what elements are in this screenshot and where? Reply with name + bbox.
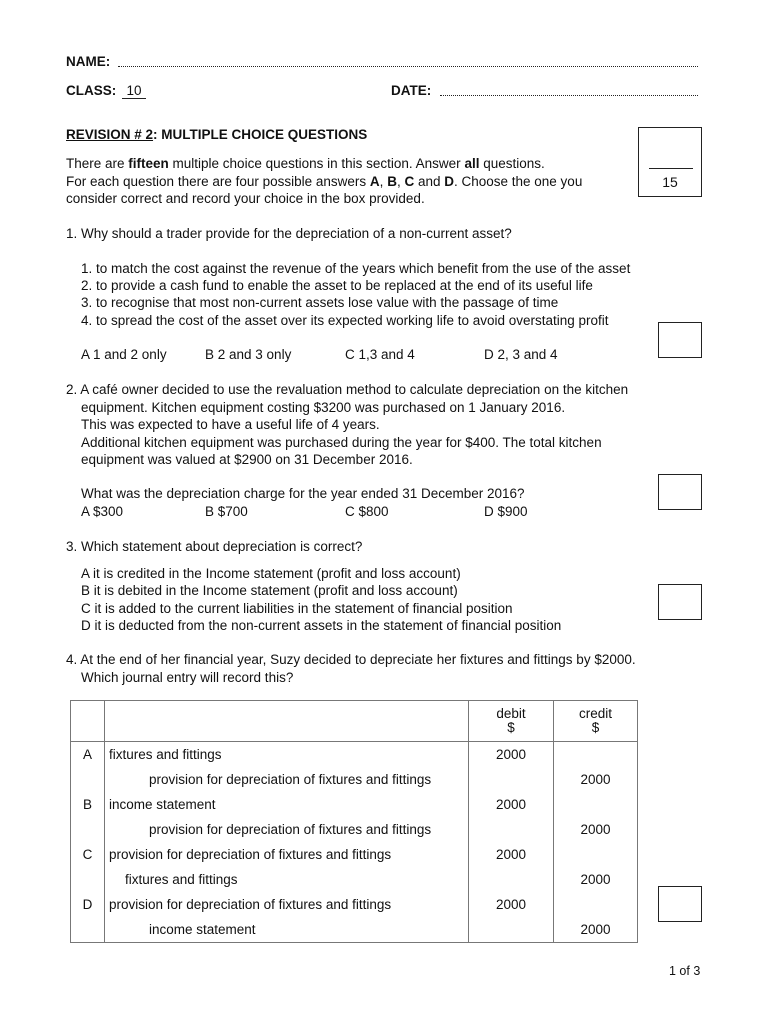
q3-question: 3. Which statement about depreciation is correct? <box>66 539 363 554</box>
name-field[interactable] <box>118 66 698 67</box>
row-credit <box>554 892 638 917</box>
instructions-line-1 <box>66 156 545 171</box>
header-cell-blank <box>71 701 105 742</box>
row-debit: 2000 <box>469 842 554 867</box>
row-letter: C <box>71 842 105 867</box>
row-letter <box>71 767 105 792</box>
row-account: fixtures and fittings <box>105 742 469 768</box>
q1-item: 1. to match the cost against the revenue of the years which benefit from the use of the asset <box>81 261 631 276</box>
debit-currency: $ <box>507 720 515 735</box>
row-credit <box>554 842 638 867</box>
q4-answer-box[interactable] <box>658 886 702 922</box>
instr-letter-c: C <box>404 174 415 189</box>
q2-option-c: C $800 <box>345 504 389 519</box>
q1-option-d: D 2, 3 and 4 <box>484 347 558 362</box>
instr-text: multiple choice questions in this section. Answer <box>168 156 465 171</box>
q2-option-a: A $300 <box>81 504 124 519</box>
name-label: NAME: <box>66 54 111 69</box>
q1-option-c: C 1,3 and 4 <box>345 347 415 362</box>
row-credit: 2000 <box>554 817 638 842</box>
instr-letter-b: B <box>387 174 397 189</box>
instr-text: , <box>396 174 405 189</box>
revision-label: REVISION # 2 <box>66 127 154 142</box>
row-account: provision for depreciation of fixtures and fittings <box>105 842 469 867</box>
q1-question: 1. Why should a trader provide for the depreciation of a non-current asset? <box>66 226 512 241</box>
table-row <box>71 742 638 768</box>
row-account: fixtures and fittings <box>105 867 469 892</box>
date-field[interactable] <box>440 95 698 96</box>
instructions-line-2 <box>66 174 582 189</box>
row-account: provision for depreciation of fixtures and fittings <box>105 767 469 792</box>
row-letter <box>71 867 105 892</box>
row-credit: 2000 <box>554 767 638 792</box>
table-row <box>71 917 638 943</box>
row-account: income statement <box>105 917 469 943</box>
header-cell-blank <box>105 701 469 742</box>
instr-text: , <box>379 174 388 189</box>
row-letter <box>71 817 105 842</box>
table-row <box>71 817 638 842</box>
q1-item: 3. to recognise that most non-current assets lose value with the passage of time <box>81 295 559 310</box>
q3-option-d: D it is deducted from the non-current assets in the statement of financial position <box>81 618 562 633</box>
instr-text: questions. <box>479 156 545 171</box>
instr-fifteen: fifteen <box>128 156 169 171</box>
q2-answer-box[interactable] <box>658 474 702 510</box>
q3-option-b: B it is debited in the Income statement (profit and loss account) <box>81 583 458 598</box>
table-row <box>71 842 638 867</box>
instr-text: There are <box>66 156 129 171</box>
row-letter <box>71 917 105 943</box>
q1-option-b: B 2 and 3 only <box>205 347 292 362</box>
q1-answer-box[interactable] <box>658 322 702 358</box>
row-debit: 2000 <box>469 892 554 917</box>
instructions-line-3: consider correct and record your choice in the box provided. <box>66 191 425 206</box>
row-debit <box>469 817 554 842</box>
score-total: 15 <box>662 174 678 190</box>
q2-question: What was the depreciation charge for the year ended 31 December 2016? <box>81 486 525 501</box>
row-letter: D <box>71 892 105 917</box>
q2-line: This was expected to have a useful life of 4 years. <box>81 417 380 432</box>
section-title <box>66 127 367 142</box>
row-credit: 2000 <box>554 867 638 892</box>
instr-all: all <box>464 156 480 171</box>
row-debit <box>469 867 554 892</box>
row-debit <box>469 917 554 943</box>
row-credit <box>554 792 638 817</box>
row-debit <box>469 767 554 792</box>
debit-label: debit <box>496 706 526 721</box>
q1-item: 4. to spread the cost of the asset over its expected working life to avoid overstating profit <box>81 313 609 328</box>
table-row <box>71 892 638 917</box>
row-letter: B <box>71 792 105 817</box>
instr-letter-d: D <box>444 174 454 189</box>
instr-text: For each question there are four possible answers <box>66 174 370 189</box>
q4-line-2: Which journal entry will record this? <box>81 670 294 685</box>
journal-table <box>70 700 638 943</box>
row-credit <box>554 742 638 768</box>
q1-option-a: A 1 and 2 only <box>81 347 167 362</box>
debit-header <box>469 701 554 742</box>
row-debit: 2000 <box>469 792 554 817</box>
page-number: 1 of 3 <box>669 964 701 978</box>
credit-header <box>554 701 638 742</box>
row-account: income statement <box>105 792 469 817</box>
row-credit: 2000 <box>554 917 638 943</box>
q2-line: 2. A café owner decided to use the revaluation method to calculate depreciation on the kitchen <box>66 382 629 397</box>
score-box[interactable] <box>638 127 702 197</box>
class-label: CLASS: <box>66 83 117 98</box>
q3-option-c: C it is added to the current liabilities in the statement of financial position <box>81 601 513 616</box>
score-line <box>649 168 693 169</box>
q2-line: equipment. Kitchen equipment costing $3200 was purchased on 1 January 2016. <box>81 400 566 415</box>
credit-currency: $ <box>591 720 600 735</box>
row-letter: A <box>71 742 105 768</box>
table-row <box>71 767 638 792</box>
q2-option-d: D $900 <box>484 504 528 519</box>
q3-answer-box[interactable] <box>658 584 702 620</box>
title-rest: : MULTIPLE CHOICE QUESTIONS <box>153 127 368 142</box>
q2-line: Additional kitchen equipment was purchased during the year for $400. The total kitchen <box>81 435 602 450</box>
instr-letter-a: A <box>369 174 380 189</box>
class-value[interactable]: 10 <box>122 83 146 99</box>
q4-line-1: 4. At the end of her financial year, Suzy decided to depreciate her fixtures and fittings by $2000. <box>66 652 636 667</box>
row-debit: 2000 <box>469 742 554 768</box>
q2-line: equipment was valued at $2900 on 31 December 2016. <box>81 452 413 467</box>
instr-text: . Choose the one you <box>453 174 583 189</box>
q1-item: 2. to provide a cash fund to enable the asset to be replaced at the end of its useful life <box>81 278 593 293</box>
table-row <box>71 867 638 892</box>
date-label: DATE: <box>391 83 432 98</box>
journal-header-row <box>71 701 638 742</box>
q2-option-b: B $700 <box>205 504 248 519</box>
q3-option-a: A it is credited in the Income statement (profit and loss account) <box>81 566 461 581</box>
instr-text: and <box>414 174 445 189</box>
credit-label: credit <box>578 706 612 721</box>
row-account: provision for depreciation of fixtures and fittings <box>105 817 469 842</box>
row-account: provision for depreciation of fixtures and fittings <box>105 892 469 917</box>
table-row <box>71 792 638 817</box>
